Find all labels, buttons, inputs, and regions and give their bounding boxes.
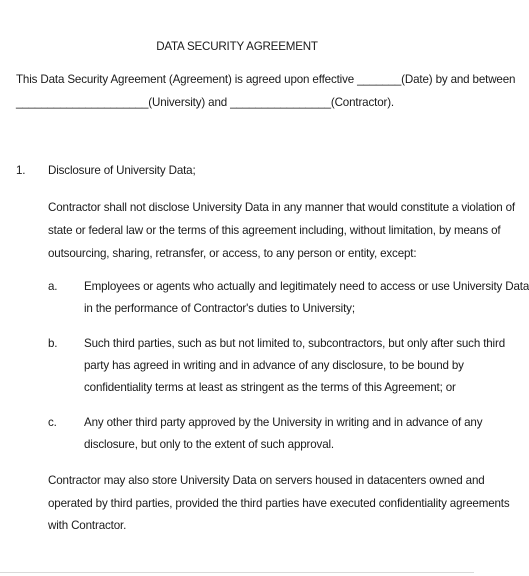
list-item-line: confidentiality terms at least as stringent as the terms of this Agreement; or	[84, 381, 456, 394]
intro-line-1: This Data Security Agreement (Agreement) is agreed upon effective _______(Date) by and between	[16, 73, 516, 86]
paragraph-line: Contractor shall not disclose University Data in any manner that would constitute a violation of	[48, 201, 515, 214]
section-heading: Disclosure of University Data;	[48, 164, 196, 177]
list-item-line: party has agreed in writing and in advance of any disclosure, to be bound by	[84, 359, 464, 372]
list-item-line: Such third parties, such as but not limited to, subcontractors, but only after such third	[84, 337, 505, 350]
paragraph-line: outsourcing, sharing, retransfer, or access, to any person or entity, except:	[48, 247, 417, 260]
list-marker-b: b.	[48, 337, 58, 350]
page-title: DATA SECURITY AGREEMENT	[156, 40, 318, 53]
page-edge-divider	[0, 572, 474, 573]
paragraph-line: Contractor may also store University Data on servers housed in datacenters owned and	[48, 474, 485, 487]
list-marker-c: c.	[48, 416, 57, 429]
list-item-line: Employees or agents who actually and legitimately need to access or use University Data	[84, 280, 529, 293]
list-item-line: disclosure, but only to the extent of such approval.	[84, 438, 334, 451]
paragraph-line: operated by third parties, provided the third parties have executed confidentiality agreements	[48, 497, 510, 510]
list-item-line: Any other third party approved by the University in writing and in advance of any	[84, 416, 483, 429]
intro-line-2: _____________________(University) and ________________(Contractor).	[16, 96, 394, 109]
paragraph-line: state or federal law or the terms of this agreement including, without limitation, by means of	[48, 224, 501, 237]
section-number: 1.	[16, 164, 26, 177]
list-marker-a: a.	[48, 280, 58, 293]
paragraph-line: with Contractor.	[48, 519, 127, 532]
list-item-line: in the performance of Contractor's duties to University;	[84, 302, 355, 315]
